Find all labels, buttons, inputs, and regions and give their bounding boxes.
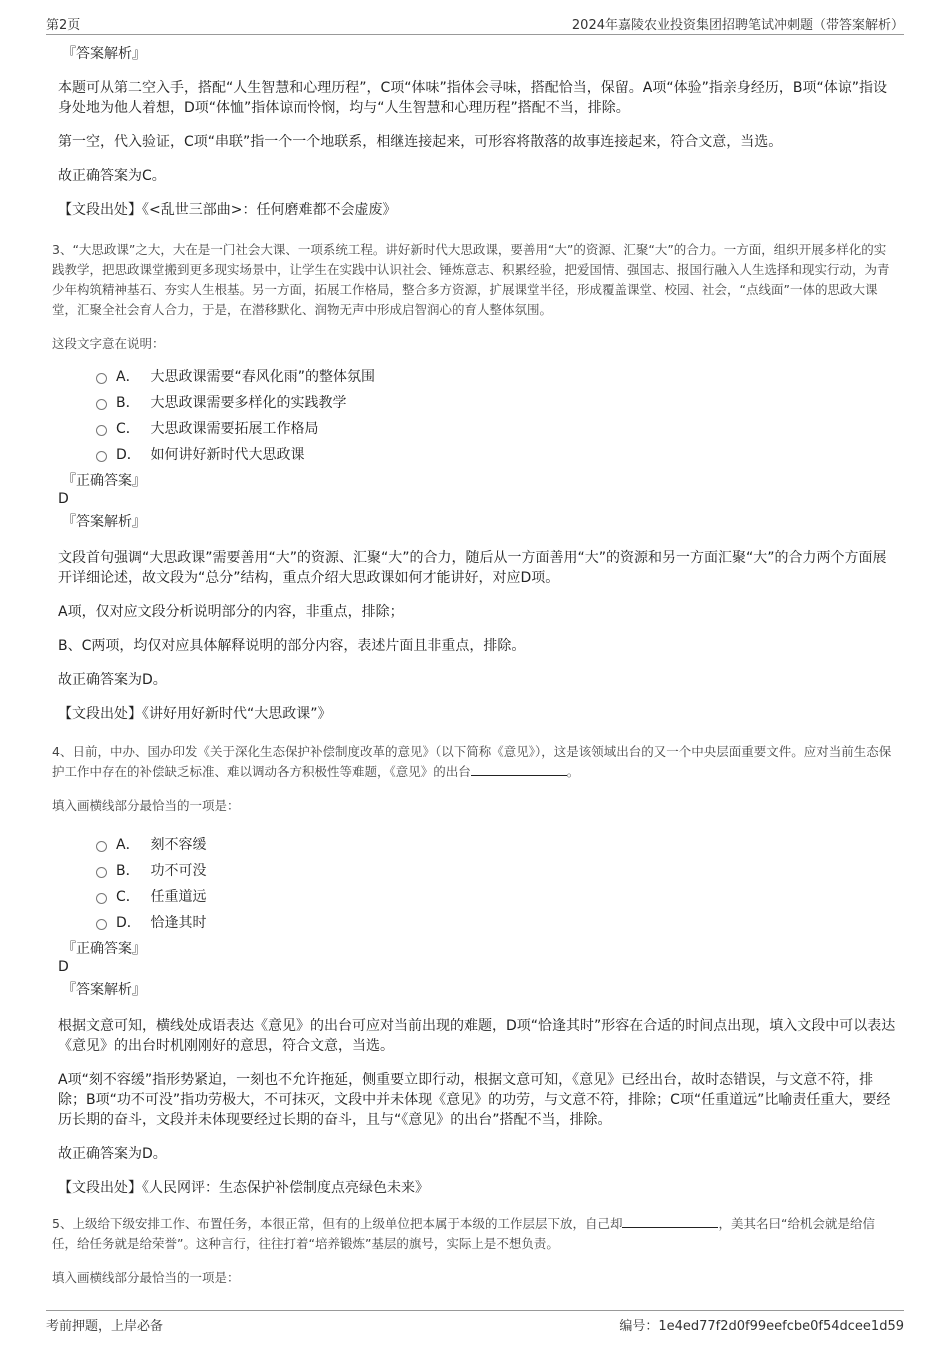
analysis-paragraph: 本题可从第二空入手，搭配“人生智慧和心理历程”，C项“体味”指体会寻味，搭配恰当，保留。A项“体验”指亲身经历，B项“体谅”指设身处地为他人着想，D项“体恤”指体谅而怜悯，均与“人生智慧和心理历程”搭配不当，排除。	[58, 80, 887, 116]
question-5-prompt: 填入画横线部分最恰当的一项是：	[52, 1270, 240, 1285]
question-3-prompt: 这段文字意在说明：	[52, 336, 165, 351]
option-c[interactable]: C． 大思政课需要拓展工作格局	[96, 416, 896, 442]
analysis-tag: 『答案解析』	[62, 46, 146, 62]
document-title: 2024年嘉陵农业投资集团招聘笔试冲刺题（带答案解析）	[571, 18, 904, 33]
option-a[interactable]: A． 大思政课需要“春风化雨”的整体氛围	[96, 364, 896, 390]
analysis-paragraph: 根据文意可知，横线处成语表达《意见》的出台可应对当前出现的难题，D项“恰逢其时”形容在合适的时间点出现，填入文段中可以表达《意见》的出台时机刚刚好的意思，符合文意，当选。	[58, 1018, 896, 1054]
correct-answer-value: D	[58, 959, 69, 975]
footer-slogan: 考前押题，上岸必备	[46, 1319, 164, 1334]
option-a[interactable]: A． 刻不容缓	[96, 832, 896, 858]
analysis-paragraph: 第一空，代入验证，C项“串联”指一个一个地联系，相继连接起来，可形容将散落的故事连接起来，符合文意，当选。	[58, 134, 783, 150]
document-id: 编号：1e4ed77f2d0f99eefcbe0f54dcee1d59	[619, 1319, 904, 1334]
source-citation: 【文段出处】《<乱世三部曲>：任何磨难都不会虚废》	[58, 202, 397, 218]
conclusion: 故正确答案为C。	[58, 168, 166, 184]
question-4-text: 4、日前，中办、国办印发《关于深化生态保护补偿制度改革的意见》（以下简称《意见》），这是该领域出台的又一个中央层面重要文件。应对当前生态保护工作中存在的补偿缺乏标准、难以调动各方积极性等难题，《意见》的出台 。	[52, 744, 892, 779]
question-4-options	[96, 832, 896, 936]
radio-button[interactable]	[96, 451, 107, 462]
radio-button[interactable]	[96, 841, 107, 852]
radio-button[interactable]	[96, 867, 107, 878]
option-d[interactable]: D． 如何讲好新时代大思政课	[96, 442, 896, 468]
question-3-options	[96, 364, 896, 468]
correct-answer-value: D	[58, 491, 69, 507]
option-b[interactable]: B． 功不可没	[96, 858, 896, 884]
question-5-text: 5、上级给下级安排工作、布置任务，本很正常，但有的上级单位把本属于本级的工作层层下放，自己却 ，美其名曰“给机会就是给信任，给任务就是给荣誉”。这种言行，往往打着“培养锻炼”基层的旗号，实际上是不想负责。	[52, 1216, 875, 1251]
radio-button[interactable]	[96, 919, 107, 930]
radio-button[interactable]	[96, 373, 107, 384]
analysis-paragraph: A项“刻不容缓”指形势紧迫，一刻也不允许拖延，侧重要立即行动，根据文意可知，《意见》已经出台，故时态错误，与文意不符，排除；B项“功不可没”指功劳极大，不可抹灭，文段中并未体现《意见》的功劳，与文意不符，排除；C项“任重道远”比喻责任重大，要经历长期的奋斗，文段并未体现要经过长期的奋斗，且与“《意见》的出台”搭配不当，排除。	[58, 1072, 891, 1128]
analysis-paragraph: 文段首句强调“大思政课”需要善用“大”的资源、汇聚“大”的合力，随后从一方面善用“大”的资源和另一方面汇聚“大”的合力两个方面展开详细论述，故文段为“总分”结构，重点介绍大思政课如何才能讲好，对应D项。	[58, 550, 887, 586]
correct-answer-tag: 『正确答案』	[62, 941, 146, 957]
fill-blank	[622, 1215, 718, 1228]
analysis-paragraph: A项，仅对应文段分析说明部分的内容，非重点，排除；	[58, 604, 404, 620]
analysis-tag: 『答案解析』	[62, 514, 146, 530]
conclusion: 故正确答案为D。	[58, 1146, 167, 1162]
radio-button[interactable]	[96, 893, 107, 904]
page-header	[46, 12, 904, 35]
radio-button[interactable]	[96, 425, 107, 436]
analysis-paragraph: B、C两项，均仅对应具体解释说明的部分内容，表述片面且非重点，排除。	[58, 638, 526, 654]
source-citation: 【文段出处】《人民网评：生态保护补偿制度点亮绿色未来》	[58, 1180, 429, 1196]
option-b[interactable]: B． 大思政课需要多样化的实践教学	[96, 390, 896, 416]
radio-button[interactable]	[96, 399, 107, 410]
analysis-tag: 『答案解析』	[62, 982, 146, 998]
option-c[interactable]: C． 任重道远	[96, 884, 896, 910]
conclusion: 故正确答案为D。	[58, 672, 167, 688]
source-citation: 【文段出处】《讲好用好新时代“大思政课”》	[58, 706, 332, 722]
question-4-prompt: 填入画横线部分最恰当的一项是：	[52, 798, 240, 813]
page-footer	[46, 1310, 904, 1341]
option-d[interactable]: D． 恰逢其时	[96, 910, 896, 936]
fill-blank	[471, 763, 567, 776]
question-3-text: 3、“大思政课”之大，大在是一门社会大课、一项系统工程。讲好新时代大思政课，要善用“大”的资源、汇聚“大”的合力。一方面，组织开展多样化的实践教学，把思政课堂搬到更多现实场景中，让学生在实践中认识社会、锤炼意志、积累经验，把爱国情、强国志、报国行融入人生选择和现实行动，为青少年构筑精神基石、夯实人生根基。另一方面，拓展工作格局，整合多方资源，扩展课堂半径，形成覆盖课堂、校园、社会，“点线面”一体的思政大课堂，汇聚全社会育人合力，于是，在潜移默化、润物无声中形成启智润心的育人整体氛围。	[52, 242, 890, 317]
document-body	[52, 44, 896, 1298]
page-number: 第2页	[46, 18, 81, 33]
correct-answer-tag: 『正确答案』	[62, 473, 146, 489]
